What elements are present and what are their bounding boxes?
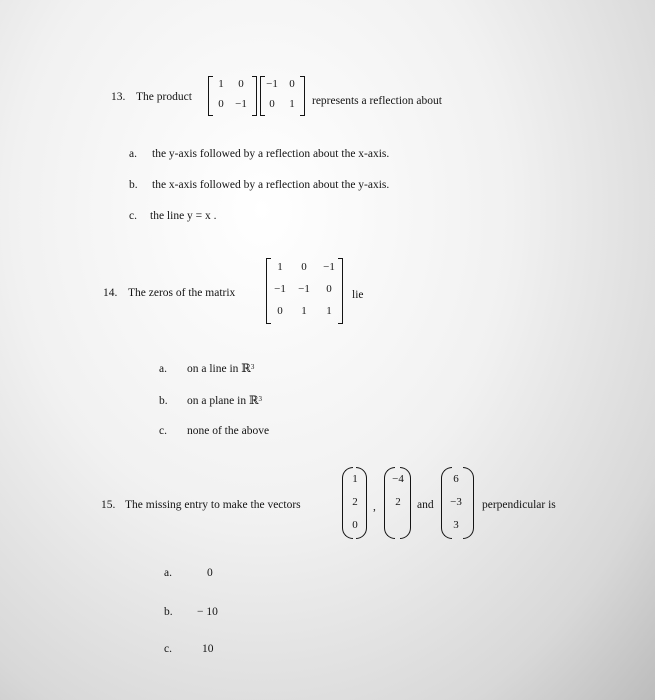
- q15-option-c-text: 10: [202, 643, 214, 655]
- q14-option-a-text: [187, 362, 254, 376]
- q13-b-r1c1: −1: [266, 78, 278, 90]
- q14-r3c1: 0: [277, 305, 283, 317]
- q15-v1-e3: 0: [352, 519, 358, 531]
- q14-option-b-text: [187, 394, 262, 408]
- q13-a-r2c1: 0: [218, 98, 224, 110]
- q13-option-b-text: the x-axis followed by a reflection about the y-axis.: [152, 179, 390, 191]
- q15-tail: perpendicular is: [482, 499, 556, 511]
- q13-a-r1c1: 1: [218, 78, 224, 90]
- q14-option-a-power: 3: [250, 363, 255, 371]
- q14-option-a-label: on a line in: [187, 363, 239, 375]
- q14-option-c-text: none of the above: [187, 425, 270, 437]
- q14-option-b-set: ℝ: [248, 395, 259, 407]
- q15-number: 15.: [101, 499, 116, 511]
- q14-r3c3: 1: [326, 305, 332, 317]
- q14-r2c2: −1: [298, 283, 310, 295]
- q15-separator: ,: [373, 501, 376, 513]
- q15-v2-e1: −4: [392, 473, 404, 485]
- q15-option-c-letter: c.: [164, 643, 172, 655]
- q15-lead: The missing entry to make the vectors: [125, 499, 301, 511]
- q15-v3-e1: 6: [453, 473, 459, 485]
- q14-r2c3: 0: [326, 283, 332, 295]
- q14-r1c1: 1: [277, 261, 283, 273]
- q14-option-b-power: 3: [258, 395, 263, 403]
- q14-option-c-letter: c.: [159, 425, 167, 437]
- q15-v3-e3: 3: [453, 519, 459, 531]
- q15-v2-e2: 2: [395, 496, 401, 508]
- q15-v1-e2: 2: [352, 496, 358, 508]
- q14-r2c1: −1: [274, 283, 286, 295]
- q13-option-a-text: the y-axis followed by a reflection about the x-axis.: [152, 148, 390, 160]
- q15-option-a-letter: a.: [164, 567, 172, 579]
- q14-r1c2: 0: [301, 261, 307, 273]
- q13-b-r1c2: 0: [289, 78, 295, 90]
- q14-r1c3: −1: [323, 261, 335, 273]
- q14-option-a-set: ℝ: [241, 363, 251, 375]
- q13-b-r2c2: 1: [289, 98, 295, 110]
- q14-tail: lie: [352, 289, 364, 301]
- q14-number: 14.: [103, 287, 118, 299]
- q15-option-b-letter: b.: [164, 606, 173, 618]
- q13-number: 13.: [111, 91, 126, 103]
- q13-option-b-letter: b.: [129, 179, 138, 191]
- q14-option-b-label: on a plane in: [187, 395, 247, 407]
- q13-option-c-text: the line y = x .: [150, 210, 217, 222]
- q13-lead: The product: [136, 91, 192, 103]
- q14-lead: The zeros of the matrix: [128, 287, 236, 299]
- q13-b-r2c1: 0: [269, 98, 275, 110]
- q14-option-a-letter: a.: [159, 363, 167, 375]
- q15-option-b-text: − 10: [197, 606, 218, 618]
- q13-option-a-letter: a.: [129, 148, 137, 160]
- q13-a-r2c2: −1: [235, 98, 247, 110]
- q13-option-c-letter: c.: [129, 210, 137, 222]
- q13-tail: represents a reflection about: [312, 95, 442, 107]
- q14-option-b-letter: b.: [159, 395, 168, 407]
- q15-option-a-text: 0: [207, 567, 213, 579]
- q13-a-r1c2: 0: [238, 78, 244, 90]
- q15-v3-e2: −3: [450, 496, 462, 508]
- q15-and: and: [417, 499, 434, 511]
- q15-v1-e1: 1: [352, 473, 358, 485]
- q14-r3c2: 1: [301, 305, 307, 317]
